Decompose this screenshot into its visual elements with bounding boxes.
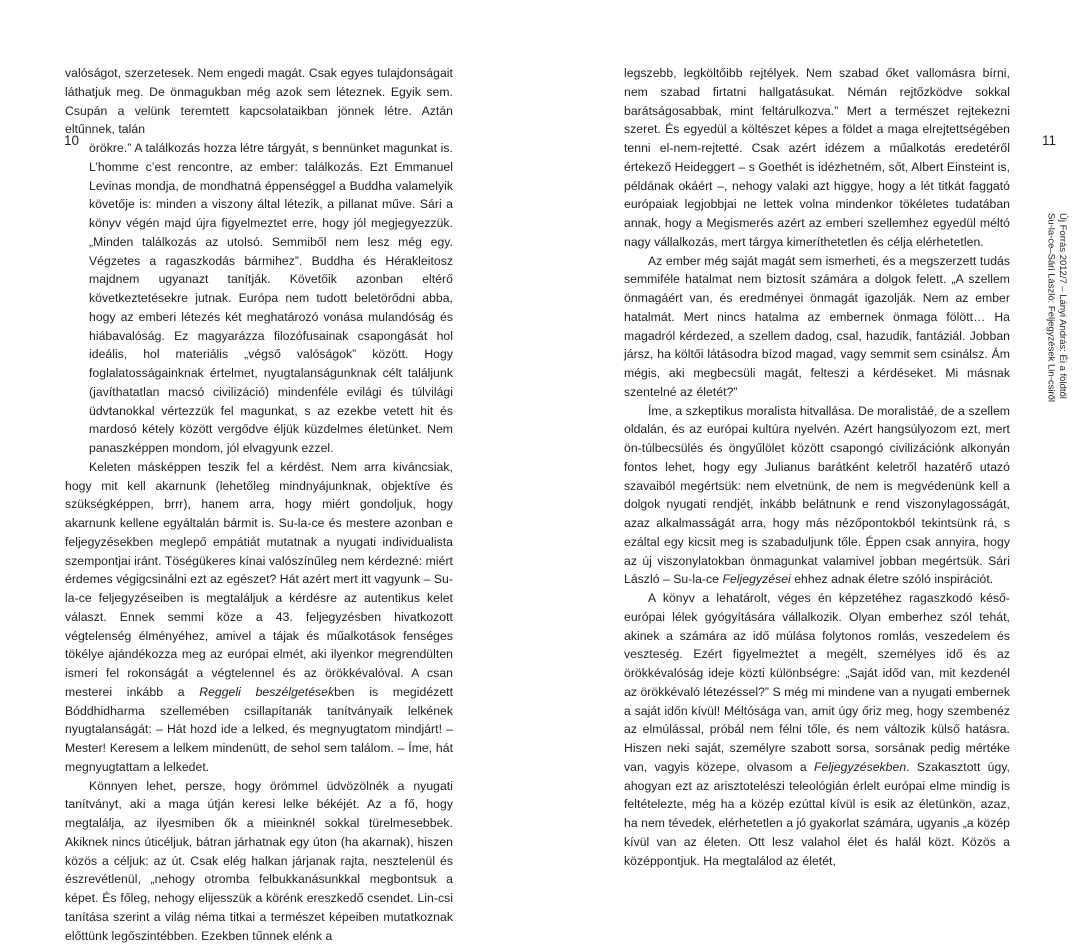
paragraph: valóságot, szerzetesek. Nem engedi magát. Csak egyes tulajdonságait láthatjuk meg. De önmagukban még azok sem léteznek. Egyik sem. Csupán a velünk teremtett kapcsolataikban jönnek létre. Aztán eltűnnek, talán <box>65 64 453 139</box>
italic-book-title: Feljegyzésekben <box>814 760 906 774</box>
left-page <box>0 0 540 807</box>
paragraph: örökre.” A találkozás hozza létre tárgyát, s bennünket magunkat is. L’homme c’est rencontre, az ember: találkozás. Ezt Emmanuel Levinas mondja, de mondhatná éppenséggel a Buddha valamelyik követője is: minden a viszony által létezik, a pillanat műve. Sári a könyv végén majd újra figyelmeztet erre, hogy jól megjegyezzük. „Minden találkozás az utolsó. Semmiből nem lesz még egy. Végzetes a ragaszkodás bármihez”. Buddha és Hérakleitosz majdnem ugyanazt tanítják. Követőik azonban eltérő következtetésekre jutnak. Európa nem tudott beletörődni abba, hogy az emberi létezés két meghatározó vonása mulandóság és hiábavalóság. Ez magyarázza filozófusainak csapongását hol ideális, hol materiális „végső valóságok” között. Hogy foglalatosságainknak értelmet, nyugtalanságunknak célt találjunk (javíthatatlan macsó civilizáció) mindenféle evilági és túlvilági üdvtanokkal vértezzük fel magunkat, s az ezekbe vetett hit és mardosó kétely között vergődve éljük küzdelmes életünket. Nem panaszképpen mondom, jól elvagyunk ezzel. <box>65 139 453 458</box>
paragraph-text: Keleten másképpen teszik fel a kérdést. Nem arra kiváncsiak, hogy mit kell akarnunk (lehetőleg mindnyájunknak, objektíve és szükségképpen, brrr), hanem arra, hogy miért gondoljuk, hogy akarnunk kellene egyáltalán bármit is. Su-la-ce és mestere azonban e feljegyzésekben meglepő empátiát mutatnak a nyugati individualista szempontjai iránt. Töségükeres kínai valószínűleg nem kérdezné: miért érdemes végigcsinálni ezt az egészet? Hát azért mert itt vagyunk – Su-la-ce feljegyzéseiben is megtaláljuk a kérdésre az autentikus kelet választ. Ennek semmi köze a 43. feljegyzésben hivatkozott végtelenség élményéhez, amivel a tájak és műalkotások fenséges tökélye ajándékozza meg az európai elmét, aki ilyenkor megrendülten ismeri fel rokonságát a végtelennel és az örökkévalóval. A csan mesterei inkább a <box>65 460 453 699</box>
paragraph-text: ben is megidézett Bóddhidharma szellemében csillapítanák tanítványaik lelkének nyugtalanságát: – Hát hozd ide a lelked, és megnyugtatom mindjárt! – Mester! Keresem a lelkem mindenütt, de sehol sem találom. – Íme, hát megnyugtattam a lelkedet. <box>65 685 453 774</box>
page-number-left: 10 <box>64 133 79 148</box>
page-number-right: 11 <box>1042 133 1056 148</box>
paragraph <box>624 402 1010 590</box>
paragraph-text: . Szakasztott úgy, ahogyan ezt az arisztotelészi teleológián érlelt európai elme mindig is feltételezte, még ha a közép ezúttal kívül is esik az életünkön, azaz, ha nem tévedek, elérhetetlen a jó gyakorlat számára, ugyanis „a közép kívül van az életen. Ott lesz valahol élet és halál közt. Közös a középpontjuk. Ha megtalálod az életét, <box>624 760 1010 868</box>
left-page-text <box>65 64 453 945</box>
paragraph-text: A könyv a lehatárolt, véges én képzetéhez ragaszkodó késő-európai lélek gyógyítására vállalkozik. Olyan emberhez szól tehát, akinek a számára az idő múlása folytonos romlás, veszedelem és veszteség. Ezért figyelmeztet a megélt, személyes idő és az örökkévalóság ideje közti különbségre: „Saját időd van, mit kezdenél az örökkévaló létezéssel?” S még mi mindene van a nyugati embernek a saját időn kívül! Méltósága van, amit úgy őriz meg, hogy szembenéz az elmúlással, próbál nem félni tőle, és nem változik külső hatásra. Hiszen neki saját, személyre szabott sorsa, sorsának pedig mértéke van, vagyis közepe, olvasom a <box>624 591 1010 774</box>
paragraph: Könnyen lehet, persze, hogy örömmel üdvözölnék a nyugati tanítványt, aki a maga útján keresi lelke békéjét. Az a fő, hogy megtalálja, az ilyesmiben ők a mieinknél sokkal türelmesebbek. Akiknek nincs úticéljuk, bátran járhatnak egy úton (ha akarnak), hiszen közös a céljuk: az út. Csak elég halkan járjanak rajta, nesztelenül és észrevétlenül, „nehogy otromba felbukkanásunkkal megbontsuk a képet. És főleg, nehogy elijesszük a körénk ereszkedő csendet. Lin-csi tanítása szerint a világ néma titkai a természet képeiben mutatkoznak előttünk legőszintébben. Ezekben tűnnek elénk a <box>65 777 453 945</box>
right-page <box>540 0 1080 807</box>
paragraph-text: Íme, a szkeptikus moralista hitvallása. De moralistáé, de a szellem oldalán, és az európai kultúra nyelvén. Azért hangsúlyozom ezt, mert ön-túlbecsülés és öngyűlölet között csapongó civilizációnk alkonyán fontos lehet, hogy egy Julianus barátként keletről hazatérő utazó szavaiból megértsük: nem elvetnünk, de nem is megvédenünk kell a dolgok nyugati rendjét, inkább belátnunk e rend viszonylagosságát, azaz alkalmasságát arra, hogy más nézőpontokból tekintsünk rá, s ezáltal egy kicsit meg is szabaduljunk tőle. Éppen csak annyira, hogy az új viszonylatokban önmagunkat valamivel jobban megértsük. Sári László – Su-la-ce <box>624 404 1010 587</box>
paragraph-text: ehhez adnak életre szóló inspirációt. <box>791 572 993 586</box>
italic-book-title: Feljegyzései <box>722 572 790 586</box>
running-header-line: Új Forrás 2012/7 – Lányi András: Éi a földtől <box>1057 213 1069 402</box>
running-header-line: Su-la-ce–Sári László: Feljegyzések Lin-csiről <box>1045 213 1057 402</box>
paragraph <box>624 589 1010 870</box>
paragraph <box>65 458 453 777</box>
paragraph: Az ember még saját magát sem ismerheti, és a megszerzett tudás semmiféle hatalmat nem biztosít számára a dolgok felett. „A szellem önmagáért van, és eredményei önmagát igazolják. Nem az ember hatalmát. Mert nincs hatalma az embernek önmaga fölött… Ha magadról kérdezed, a szellem dadog, csal, hazudik, fantáziál. Jobban jársz, ha költői látásodra bízod magad, vagy semmit sem csinálsz. Ám mégis, aki megbecsüli magát, felteszi a kérdéseket. Mi másnak szentelné az életét?” <box>624 252 1010 402</box>
italic-book-title: Reggeli beszélgetések <box>199 685 334 699</box>
paragraph: legszebb, legköltőibb rejtélyek. Nem szabad őket vallomásra bírni, nem szabad firtatni hallgatásukat. Némán rejtőzködve sokkal barátságosabbak, mint feltárulkozva.” Mert a természet rejtekezni szeret. És egyedül a költészet képes a földet a maga elrejtettségében tenni el-nem-rejtetté. Csak azért idézem a műalkotás eredetéről értekező Heideggert – s Goethét is idézhetném, sőt, Albert Einsteint is, példának okáért –, nehogy valaki azt higgye, hogy a lét titkát faggató európaiak legjobbjai ne lettek volna mindenkor tökéletes tudatában annak, hogy a Megismerés azért az emberi szellemhez egyedül méltó nagy vállalkozás, mert tárgya kimeríthetetlen és célja elérhetetlen. <box>624 64 1010 252</box>
right-page-text <box>624 64 1010 870</box>
running-header-vertical <box>1045 213 1068 402</box>
